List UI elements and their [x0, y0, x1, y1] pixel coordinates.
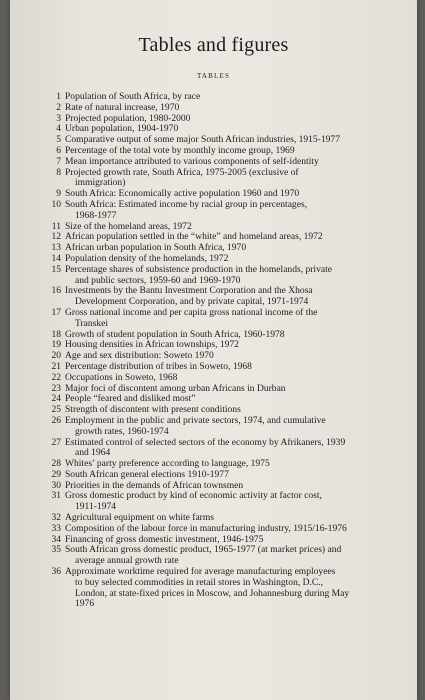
table-number: 26: [51, 414, 61, 426]
table-title-line: 1911-1974: [75, 501, 117, 513]
table-number: 32: [51, 512, 61, 524]
table-title-line: and public sectors, 1959-60 and 1969-1970: [75, 274, 241, 286]
table-title-line: Occupations in Soweto, 1968: [65, 371, 178, 383]
table-number: 23: [51, 382, 61, 394]
table-title-line: Investments by the Bantu Investment Corporation and the Xhosa: [65, 285, 313, 297]
table-number: 20: [51, 350, 61, 362]
page-title: Tables and figures: [138, 34, 289, 56]
table-title: [65, 200, 400, 222]
table-number: 13: [51, 242, 61, 254]
table-title-line: African population settled in the “white” and homeland areas, 1972: [65, 231, 323, 243]
table-entry: [44, 168, 400, 190]
table-number: 36: [51, 566, 61, 578]
table-title-line: South Africa: Economically active population 1960 and 1970: [65, 188, 300, 200]
table-number: 22: [51, 371, 61, 383]
table-title: [65, 286, 400, 308]
table-title-line: People “feared and disliked most”: [65, 393, 196, 405]
table-title: [65, 416, 400, 438]
table-title-line: Projected population, 1980-2000: [65, 112, 191, 124]
table-title-line: Gross domestic product by kind of economic activity at factor cost,: [65, 490, 322, 502]
table-title-line: African urban population in South Africa, 1970: [65, 242, 247, 254]
book-page: [10, 0, 417, 700]
table-number: 2: [56, 101, 61, 113]
table-title-line: Whites’ party preference according to language, 1975: [65, 458, 270, 470]
table-entry: [44, 416, 400, 438]
table-number: 12: [51, 231, 61, 243]
table-title-line: 1968-1977: [75, 209, 117, 221]
table-title-line: Agricultural equipment on white farms: [65, 512, 214, 524]
table-number: 11: [51, 220, 61, 232]
table-number: 25: [51, 404, 61, 416]
table-title-line: South African general elections 1910-1977: [65, 468, 229, 480]
table-number: 5: [56, 134, 61, 146]
table-title-line: Percentage distribution of tribes in Soweto, 1968: [65, 360, 252, 372]
table-number: 9: [56, 188, 61, 200]
table-title-line: and 1964: [75, 447, 111, 459]
table-title-line: Approximate worktime required for average manufacturing employees: [65, 566, 336, 578]
table-title-line: Percentage shares of subsistence production in the homelands, private: [65, 263, 332, 275]
table-title-line: Comparative output of some major South African industries, 1915-1977: [65, 134, 340, 146]
table-number: 27: [51, 436, 61, 448]
table-title-line: London, at state-fixed prices in Moscow, and Johannesburg during May: [75, 587, 350, 599]
table-title-line: Rate of natural increase, 1970: [65, 101, 180, 113]
table-title-line: average annual growth rate: [75, 555, 179, 567]
table-entry: [44, 308, 400, 330]
table-number: 28: [51, 458, 61, 470]
table-title-line: Gross national income and per capita gross national income of the: [65, 306, 318, 318]
table-title-line: Priorities in the demands of African townsmen: [65, 479, 244, 491]
table-title-line: Mean importance attributed to various components of self-identity: [65, 155, 319, 167]
table-title-line: Development Corporation, and by private capital, 1971-1974: [75, 296, 309, 308]
table-number: 33: [51, 522, 61, 534]
table-number: 34: [51, 533, 61, 545]
table-title-line: to buy selected commodities in retail stores in Washington, D.C.,: [75, 576, 324, 588]
table-number: 14: [51, 252, 61, 264]
table-title: [65, 168, 400, 190]
tables-list: [44, 92, 400, 610]
table-title-line: South Africa: Estimated income by racial group in percentages,: [65, 198, 308, 210]
table-title-line: growth rates, 1960-1974: [75, 425, 169, 437]
table-number: 17: [51, 306, 61, 318]
table-number: 6: [56, 144, 61, 156]
table-title-line: Housing densities in African townships, 1972: [65, 339, 239, 351]
table-number: 8: [56, 166, 61, 178]
table-title: [65, 567, 400, 610]
table-title-line: Strength of discontent with present conditions: [65, 404, 241, 416]
section-heading: TABLES: [196, 72, 231, 80]
table-title-line: Major foci of discontent among urban Africans in Durban: [65, 382, 286, 394]
table-title-line: immigration): [75, 177, 126, 189]
table-title-line: Percentage of the total vote by monthly income group, 1969: [65, 144, 295, 156]
table-entry: [44, 491, 400, 513]
table-title-line: 1976: [75, 598, 95, 610]
table-entry: [44, 438, 400, 460]
table-title-line: Projected growth rate, South Africa, 1975-2005 (exclusive of: [65, 166, 299, 178]
table-entry: [44, 567, 400, 610]
table-number: 1: [56, 91, 61, 102]
table-title: [65, 438, 400, 460]
table-number: 31: [51, 490, 61, 502]
table-title-line: Population of South Africa, by race: [65, 91, 201, 102]
table-title: [65, 265, 400, 287]
table-title: [65, 308, 400, 330]
table-number: 7: [56, 155, 61, 167]
table-number: 3: [56, 112, 61, 124]
table-title-line: Size of the homeland areas, 1972: [65, 220, 192, 232]
table-number: 29: [51, 468, 61, 480]
table-number: 30: [51, 479, 61, 491]
table-entry: [44, 545, 400, 567]
table-title: [65, 545, 400, 567]
table-entry: [44, 265, 400, 287]
table-title-line: Estimated control of selected sectors of the economy by Afrikaners, 1939: [65, 436, 346, 448]
table-title-line: South African gross domestic product, 1965-1977 (at market prices) and: [65, 544, 342, 556]
table-title-line: Population density of the homelands, 1972: [65, 252, 229, 264]
table-number: 21: [51, 360, 61, 372]
table-title-line: Transkei: [75, 317, 109, 329]
table-title-line: Composition of the labour force in manufacturing industry, 1915/16-1976: [65, 522, 347, 534]
table-number: 24: [51, 393, 61, 405]
table-title-line: Employment in the public and private sectors, 1974, and cumulative: [65, 414, 326, 426]
table-entry: [44, 200, 400, 222]
table-number: 19: [51, 339, 61, 351]
table-entry: [44, 286, 400, 308]
table-number: 18: [51, 328, 61, 340]
table-number: 15: [51, 263, 61, 275]
table-title-line: Growth of student population in South Africa, 1960-1978: [65, 328, 285, 340]
table-number: 16: [51, 285, 61, 297]
table-title: [65, 491, 400, 513]
table-title-line: Financing of gross domestic investment, 1946-1975: [65, 533, 264, 545]
table-title-line: Urban population, 1904-1970: [65, 123, 179, 135]
table-title-line: Age and sex distribution: Soweto 1970: [65, 350, 214, 362]
table-number: 4: [56, 123, 61, 135]
table-number: 35: [51, 544, 61, 556]
table-number: 10: [51, 198, 61, 210]
